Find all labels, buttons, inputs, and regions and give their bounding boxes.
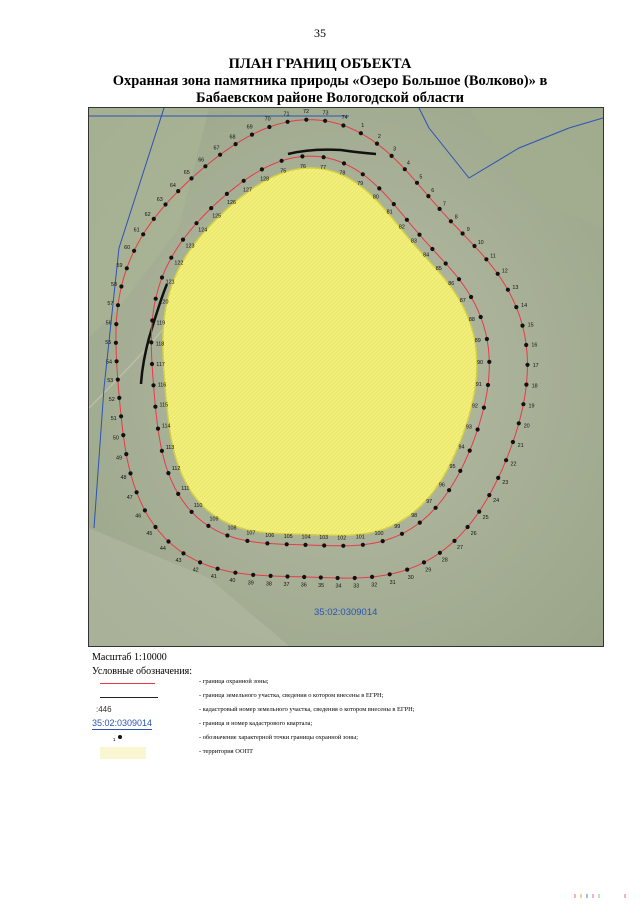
boundary-point-marker (300, 154, 304, 158)
boundary-point-marker (267, 125, 271, 129)
boundary-point-marker (216, 567, 220, 571)
boundary-point-marker (285, 542, 289, 546)
legend (92, 676, 512, 760)
boundary-point-marker (303, 543, 307, 547)
boundary-point-marker (121, 433, 125, 437)
boundary-point-marker (218, 153, 222, 157)
boundary-point-marker (251, 573, 255, 577)
boundary-point-marker (461, 231, 465, 235)
boundary-point-marker (117, 396, 121, 400)
boundary-point-label: 10 (477, 239, 484, 246)
boundary-point-label: 94 (458, 444, 465, 451)
boundary-point-label: 91 (475, 382, 482, 388)
boundary-point-label: 8 (454, 214, 458, 221)
legend-item-point (92, 732, 512, 746)
boundary-point-label: 40 (229, 578, 236, 585)
boundary-point-marker (434, 506, 438, 510)
legend-item-oopt (92, 746, 512, 760)
boundary-point-label: 98 (411, 513, 418, 520)
boundary-point-marker (514, 305, 518, 309)
boundary-point-label: 70 (264, 116, 271, 123)
point-dot-icon (118, 735, 122, 739)
boundary-point-label: 34 (335, 583, 342, 590)
page-number: 35 (314, 26, 326, 40)
boundary-point-marker (426, 194, 430, 198)
boundary-point-label: 77 (320, 164, 327, 171)
boundary-point-label: 63 (156, 197, 163, 203)
boundary-point-marker (166, 471, 170, 475)
boundary-point-label: 39 (247, 580, 254, 587)
boundary-point-marker (524, 383, 528, 387)
boundary-point-marker (375, 142, 379, 146)
boundary-point-marker (361, 543, 365, 547)
boundary-point-marker (125, 266, 129, 270)
legend-title: Условные обозначения: (92, 666, 193, 677)
boundary-point-marker (341, 544, 345, 548)
boundary-point-label: 9 (466, 226, 470, 233)
boundary-point-label: 19 (528, 403, 535, 410)
boundary-point-label: 18 (531, 383, 538, 390)
boundary-point-marker (181, 238, 185, 242)
boundary-point-marker (341, 123, 345, 127)
boundary-point-marker (370, 575, 374, 579)
boundary-point-label: 97 (426, 499, 433, 505)
boundary-point-marker (511, 440, 515, 444)
boundary-point-label: 69 (246, 124, 253, 131)
boundary-point-marker (496, 272, 500, 276)
boundary-point-marker (487, 360, 491, 364)
boundary-point-label: 83 (410, 238, 417, 245)
boundary-point-label: 76 (300, 164, 306, 171)
boundary-point-marker (377, 186, 381, 190)
boundary-point-marker (449, 219, 453, 223)
boundary-point-label: 120 (159, 299, 169, 306)
boundary-point-marker (141, 232, 145, 236)
boundary-point-label: 68 (229, 134, 236, 141)
boundary-point-label: 60 (124, 244, 131, 251)
boundary-point-marker (203, 164, 207, 168)
boundary-point-label: 116 (157, 382, 167, 389)
boundary-point-label: 61 (133, 227, 140, 234)
boundary-point-label: 6 (431, 188, 435, 195)
boundary-point-label: 2 (377, 133, 381, 140)
boundary-point-label: 72 (303, 109, 309, 116)
boundary-point-label: 88 (468, 317, 475, 324)
boundary-point-label: 73 (322, 110, 329, 117)
boundary-point-label: 53 (107, 378, 114, 385)
boundary-point-label: 41 (210, 574, 217, 580)
boundary-point-marker (119, 414, 123, 418)
boundary-point-label: 29 (425, 567, 432, 574)
boundary-point-marker (524, 343, 528, 347)
page-subtitle-line-2: Бабаевском районе Вологодской области (196, 90, 464, 106)
boundary-point-label: 104 (301, 534, 311, 541)
legend-text: - кадастровый номер земельного участка, сведения о котором внесены в ЕГРН; (199, 706, 415, 713)
boundary-point-label: 54 (106, 359, 112, 366)
boundary-point-marker (189, 176, 193, 180)
boundary-point-label: 123 (185, 243, 195, 250)
boundary-point-label: 51 (110, 416, 117, 423)
boundary-point-marker (482, 406, 486, 410)
boundary-point-label: 126 (227, 199, 236, 206)
boundary-point-marker (124, 452, 128, 456)
boundary-point-marker (166, 539, 170, 543)
boundary-point-marker (405, 218, 409, 222)
boundary-point-marker (209, 206, 213, 210)
boundary-point-marker (152, 217, 156, 221)
boundary-point-label: 17 (532, 362, 539, 369)
boundary-point-label: 49 (116, 455, 122, 462)
boundary-point-label: 118 (155, 341, 165, 348)
boundary-point-label: 1 (361, 123, 365, 130)
page-subtitle-line-1: Охранная зона памятника природы «Озеро Большое (Волково)» в (112, 73, 548, 89)
boundary-point-label: 37 (283, 582, 290, 588)
boundary-point-label: 71 (283, 111, 290, 118)
boundary-point-marker (477, 510, 481, 514)
title-block (0, 56, 640, 107)
boundary-point-marker (269, 574, 273, 578)
boundary-point-label: 100 (374, 530, 384, 537)
boundary-point-marker (400, 532, 404, 536)
boundary-point-marker (438, 551, 442, 555)
boundary-point-marker (154, 297, 158, 301)
boundary-point-label: 122 (174, 260, 184, 267)
boundary-point-marker (119, 284, 123, 288)
boundary-point-label: 66 (198, 157, 205, 164)
boundary-point-label: 4 (406, 160, 410, 167)
boundary-point-label: 75 (280, 168, 287, 175)
boundary-point-label: 64 (169, 183, 176, 189)
boundary-point-label: 121 (165, 279, 175, 286)
boundary-point-marker (322, 155, 326, 159)
boundary-point-label: 28 (441, 557, 448, 564)
boundary-point-label: 67 (213, 145, 220, 152)
boundary-point-marker (381, 539, 385, 543)
boundary-point-label: 115 (159, 402, 169, 409)
boundary-point-label: 50 (112, 435, 119, 442)
boundary-point-marker (250, 133, 254, 137)
map-frame (88, 107, 604, 647)
boundary-point-marker (150, 362, 154, 366)
boundary-point-marker (225, 533, 229, 537)
boundary-point-marker (521, 402, 525, 406)
boundary-point-label: 119 (156, 320, 166, 327)
boundary-point-label: 16 (531, 342, 538, 349)
legend-text: - территория ООПТ (199, 748, 253, 755)
boundary-point-label: 23 (502, 480, 509, 486)
boundary-point-marker (525, 363, 529, 367)
boundary-point-label: 42 (192, 567, 199, 574)
boundary-point-marker (114, 322, 118, 326)
boundary-point-marker (160, 449, 164, 453)
boundary-point-marker (484, 257, 488, 261)
boundary-point-label: 11 (490, 253, 496, 260)
boundary-point-label: 113 (165, 444, 175, 451)
boundary-point-label: 117 (156, 362, 165, 368)
boundary-point-marker (132, 249, 136, 253)
boundary-point-marker (458, 469, 462, 473)
boundary-point-marker (280, 159, 284, 163)
boundary-point-label: 59 (116, 262, 123, 269)
boundary-point-label: 13 (512, 285, 519, 292)
boundary-point-marker (466, 525, 470, 529)
footer-marks (564, 893, 634, 899)
boundary-point-marker (485, 337, 489, 341)
legend-item-land-plot (92, 690, 512, 704)
boundary-point-label: 7 (442, 201, 446, 208)
legend-text: - граница земельного участка, сведения о котором внесены в ЕГРН; (199, 692, 384, 699)
boundary-point-marker (388, 572, 392, 576)
boundary-point-marker (342, 161, 346, 165)
boundary-point-marker (319, 575, 323, 579)
boundary-point-label: 105 (283, 533, 293, 540)
boundary-point-label: 35 (318, 583, 325, 590)
boundary-point-label: 78 (339, 170, 346, 177)
boundary-point-label: 26 (470, 530, 477, 537)
boundary-point-label: 79 (357, 181, 364, 188)
boundary-point-marker (323, 119, 327, 123)
boundary-point-label: 124 (198, 227, 208, 234)
boundary-point-label: 56 (105, 320, 112, 327)
boundary-point-marker (438, 207, 442, 211)
boundary-point-label: 46 (135, 513, 142, 520)
boundary-point-label: 55 (105, 340, 112, 347)
boundary-point-label: 82 (398, 224, 405, 231)
boundary-point-label: 80 (372, 194, 379, 201)
boundary-point-marker (116, 378, 120, 382)
boundary-point-marker (487, 493, 491, 497)
legend-item-quarter (92, 718, 512, 732)
boundary-point-marker (486, 383, 490, 387)
boundary-point-marker (194, 221, 198, 225)
boundary-point-label: 99 (394, 523, 401, 530)
boundary-point-label: 111 (181, 485, 190, 492)
boundary-point-marker (422, 560, 426, 564)
boundary-point-label: 86 (448, 281, 455, 288)
boundary-point-marker (476, 427, 480, 431)
map-canvas (89, 108, 603, 646)
boundary-point-label: 62 (144, 211, 151, 218)
boundary-point-label: 14 (521, 303, 528, 310)
boundary-point-marker (163, 202, 167, 206)
boundary-point-marker (233, 571, 237, 575)
boundary-point-marker (156, 427, 160, 431)
boundary-point-label: 12 (501, 268, 508, 275)
boundary-point-label: 110 (193, 502, 203, 509)
boundary-point-marker (225, 192, 229, 196)
boundary-point-marker (418, 521, 422, 525)
boundary-point-marker (415, 181, 419, 185)
boundary-point-label: 106 (265, 533, 275, 539)
boundary-point-label: 102 (337, 535, 347, 542)
boundary-point-marker (517, 421, 521, 425)
boundary-point-label: 96 (438, 482, 445, 489)
boundary-point-label: 43 (175, 558, 182, 565)
boundary-point-label: 44 (159, 545, 166, 552)
boundary-point-marker (176, 492, 180, 496)
boundary-point-label: 20 (523, 423, 530, 430)
boundary-point-label: 93 (465, 424, 472, 431)
boundary-point-marker (245, 539, 249, 543)
boundary-point-label: 101 (355, 534, 365, 541)
boundary-point-marker (520, 324, 524, 328)
boundary-point-label: 85 (435, 266, 442, 273)
boundary-point-marker (260, 167, 264, 171)
boundary-point-marker (444, 261, 448, 265)
boundary-point-marker (135, 490, 139, 494)
boundary-point-marker (457, 277, 461, 281)
legend-item-zone-boundary (92, 676, 512, 690)
boundary-point-label: 3 (393, 146, 397, 153)
boundary-point-label: 32 (371, 582, 378, 589)
quarter-label: 35:02:0309014 (314, 607, 378, 618)
oopt-fill-symbol (92, 746, 154, 760)
boundary-point-label: 127 (243, 187, 252, 194)
boundary-point-marker (143, 508, 147, 512)
boundary-point-label: 87 (459, 298, 466, 305)
boundary-point-marker (150, 318, 154, 322)
boundary-point-label: 57 (107, 301, 114, 308)
boundary-point-label: 38 (265, 581, 272, 588)
boundary-point-marker (151, 383, 155, 387)
boundary-point-label: 81 (386, 209, 393, 216)
boundary-point-marker (472, 244, 476, 248)
boundary-point-label: 27 (457, 545, 463, 552)
boundary-point-marker (322, 543, 326, 547)
boundary-point-label: 65 (183, 169, 190, 176)
boundary-point-label: 15 (527, 322, 534, 329)
legend-text: - граница охранной зоны; (199, 678, 269, 685)
boundary-point-marker (285, 574, 289, 578)
boundary-point-label: 90 (477, 360, 483, 366)
boundary-point-marker (265, 541, 269, 545)
boundary-point-marker (361, 172, 365, 176)
boundary-point-marker (302, 575, 306, 579)
red-line-symbol (92, 676, 154, 690)
boundary-point-label: 74 (341, 115, 348, 122)
boundary-point-marker (452, 539, 456, 543)
boundary-point-label: 45 (146, 530, 153, 537)
boundary-point-marker (353, 576, 357, 580)
legend-text: - граница и номер кадастрового квартала; (199, 720, 313, 727)
boundary-point-marker (242, 179, 246, 183)
boundary-point-label: 95 (449, 463, 456, 470)
page-title: ПЛАН ГРАНИЦ ОБЪЕКТА (228, 56, 412, 72)
boundary-point-label: 21 (517, 442, 524, 449)
boundary-point-marker (417, 233, 421, 237)
boundary-point-marker (115, 359, 119, 363)
boundary-point-marker (506, 288, 510, 292)
boundary-point-marker (234, 142, 238, 146)
boundary-point-label: 36 (300, 582, 307, 589)
boundary-point-marker (479, 315, 483, 319)
boundary-point-marker (496, 476, 500, 480)
boundary-point-marker (206, 524, 210, 528)
legend-text: - обозначение характерной точки границы охранной зоны; (199, 734, 359, 741)
boundary-point-label: 52 (108, 397, 115, 404)
boundary-point-marker (176, 189, 180, 193)
boundary-point-marker (359, 131, 363, 135)
boundary-point-marker (114, 341, 118, 345)
boundary-point-marker (286, 120, 290, 124)
boundary-point-label: 25 (482, 514, 489, 521)
point-symbol: 1 (92, 732, 154, 746)
boundary-point-marker (181, 551, 185, 555)
boundary-point-marker (336, 576, 340, 580)
boundary-point-marker (469, 295, 473, 299)
boundary-point-marker (504, 458, 508, 462)
quarter-number-symbol: 35:02:0309014 (92, 718, 153, 728)
boundary-point-label: 24 (493, 497, 500, 504)
boundary-point-marker (116, 303, 120, 307)
boundary-point-marker (153, 405, 157, 409)
boundary-point-label: 84 (423, 252, 430, 259)
boundary-point-marker (198, 560, 202, 564)
scale-label: Масштаб 1:10000 (92, 652, 167, 663)
black-line-symbol (92, 690, 154, 704)
boundary-point-marker (149, 340, 153, 344)
boundary-point-marker (304, 118, 308, 122)
boundary-point-marker (153, 525, 157, 529)
boundary-point-marker (390, 154, 394, 158)
boundary-point-marker (169, 256, 173, 260)
boundary-point-marker (160, 275, 164, 279)
boundary-point-label: 5 (419, 174, 423, 181)
boundary-point-label: 128 (260, 176, 270, 183)
boundary-point-label: 92 (471, 403, 478, 410)
boundary-point-label: 112 (171, 465, 181, 472)
boundary-point-label: 30 (407, 574, 414, 581)
boundary-point-label: 89 (474, 338, 481, 345)
boundary-point-marker (405, 568, 409, 572)
boundary-point-marker (447, 488, 451, 492)
boundary-point-label: 31 (389, 579, 396, 586)
boundary-point-marker (190, 510, 194, 514)
boundary-point-label: 109 (209, 516, 219, 523)
boundary-point-label: 125 (212, 213, 222, 220)
boundary-point-label: 48 (120, 475, 127, 482)
boundary-point-label: 33 (353, 583, 360, 590)
legend-item-cadastral-number (92, 704, 512, 718)
boundary-point-label: 114 (161, 423, 171, 430)
boundary-point-label: 58 (111, 281, 117, 288)
boundary-point-marker (128, 471, 132, 475)
boundary-point-label: 103 (319, 535, 329, 541)
boundary-point-marker (430, 247, 434, 251)
cadastral-number-symbol: :446 (96, 705, 112, 714)
boundary-point-label: 108 (227, 525, 237, 532)
boundary-point-marker (403, 167, 407, 171)
boundary-point-label: 107 (246, 530, 256, 537)
boundary-point-label: 47 (126, 494, 133, 501)
boundary-point-marker (468, 449, 472, 453)
boundary-point-marker (392, 202, 396, 206)
boundary-point-label: 22 (510, 461, 517, 468)
